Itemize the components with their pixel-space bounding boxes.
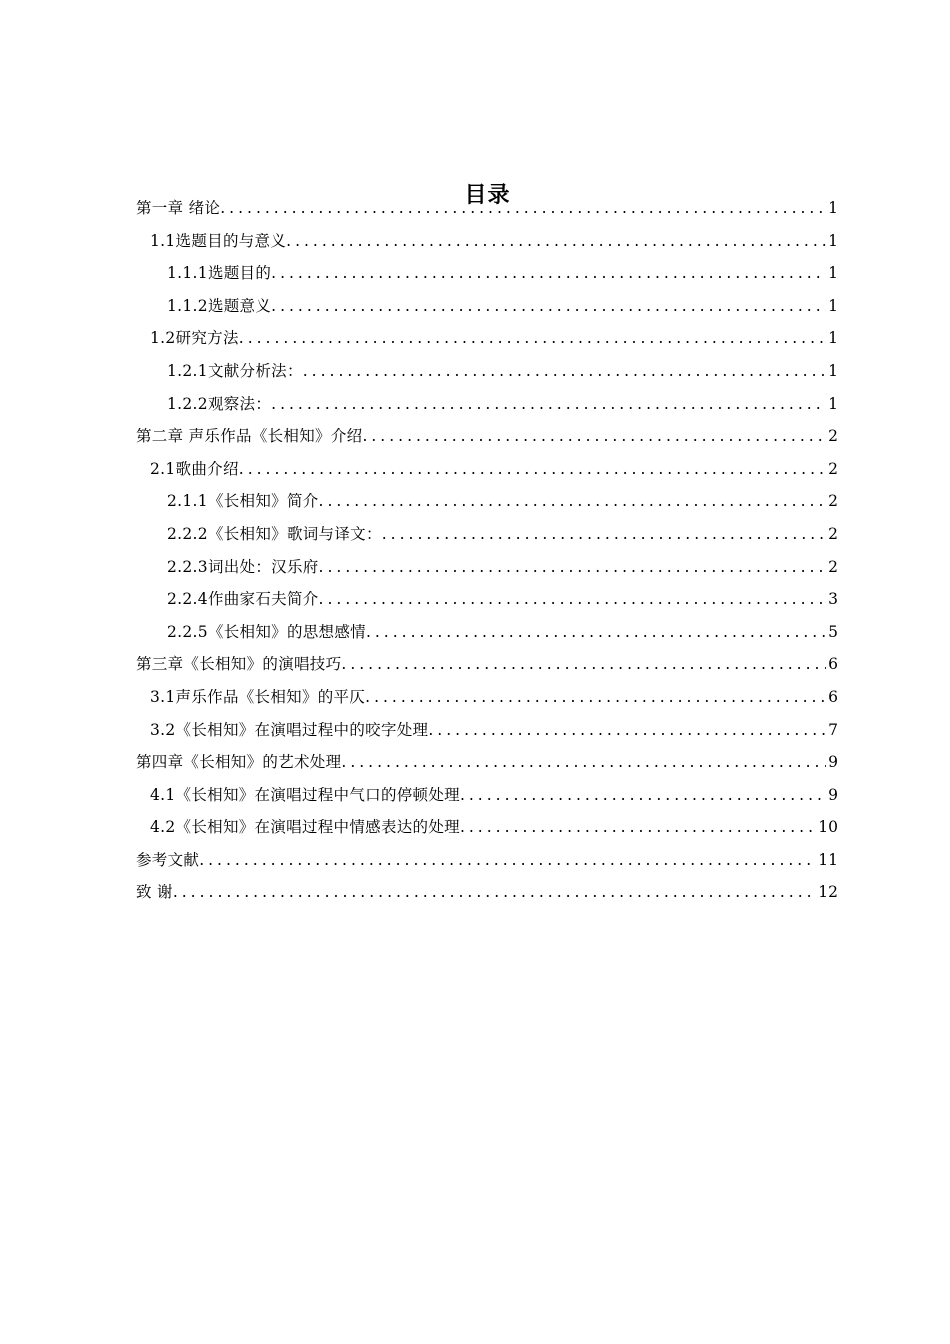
toc-entry[interactable] xyxy=(136,355,838,388)
toc-leader-dots xyxy=(286,225,826,258)
toc-entry-page-number: 2 xyxy=(828,492,838,511)
toc-leader-dots xyxy=(319,551,827,584)
toc-leader-dots xyxy=(460,779,826,812)
toc-leader-dots xyxy=(199,844,816,877)
toc-leader-dots xyxy=(319,583,827,616)
toc-entry[interactable] xyxy=(136,648,838,681)
toc-leader-dots xyxy=(366,616,826,649)
toc-entry[interactable] xyxy=(136,681,838,714)
toc-entry[interactable] xyxy=(136,388,838,421)
toc-entry[interactable] xyxy=(136,551,838,584)
toc-entry[interactable] xyxy=(136,518,838,551)
toc-leader-dots xyxy=(303,355,826,388)
toc-entry[interactable] xyxy=(136,779,838,812)
toc-entry-label: 1.2研究方法 xyxy=(150,329,239,348)
toc-entry[interactable] xyxy=(136,192,838,225)
toc-entry-page-number: 1 xyxy=(828,231,838,250)
toc-entry-page-number: 2 xyxy=(828,524,838,543)
toc-entry-page-number: 6 xyxy=(828,655,838,674)
toc-leader-dots xyxy=(428,714,826,747)
toc-leader-dots xyxy=(341,746,826,779)
toc-entry-page-number: 2 xyxy=(828,459,838,478)
toc-entry[interactable] xyxy=(136,420,838,453)
toc-entry-page-number: 1 xyxy=(828,199,838,217)
toc-entry-page-number: 12 xyxy=(818,883,838,902)
toc-leader-dots xyxy=(382,518,826,551)
toc-entry[interactable] xyxy=(136,746,838,779)
toc-entry[interactable] xyxy=(136,225,838,258)
toc-leader-dots xyxy=(173,876,816,909)
toc-entry-label: 3.2《长相知》在演唱过程中的咬字处理 xyxy=(150,720,429,739)
toc-entry[interactable] xyxy=(136,290,838,323)
toc-entry[interactable] xyxy=(136,485,838,518)
toc-leader-dots xyxy=(239,453,826,486)
toc-entry-label: 1.1.2选题意义 xyxy=(167,296,272,315)
toc-entry[interactable] xyxy=(136,616,838,649)
toc-entry-label: 第一章 绪论 xyxy=(136,199,221,217)
toc-entry[interactable] xyxy=(136,876,838,909)
toc-entry-label: 第四章《长相知》的艺术处理 xyxy=(136,753,342,772)
toc-entry-label: 2.2.3词出处：汉乐府 xyxy=(167,557,319,576)
toc-entry-page-number: 9 xyxy=(828,753,838,772)
toc-entry[interactable] xyxy=(136,453,838,486)
toc-entry-page-number: 11 xyxy=(818,850,838,869)
toc-leader-dots xyxy=(362,420,826,453)
toc-entry-page-number: 1 xyxy=(828,361,838,380)
toc-entry-label: 第三章《长相知》的演唱技巧 xyxy=(136,655,342,674)
toc-entry-page-number: 10 xyxy=(818,818,838,837)
toc-entry-page-number: 1 xyxy=(828,264,838,283)
toc-entry[interactable] xyxy=(136,583,838,616)
table-of-contents xyxy=(136,192,838,909)
toc-entry[interactable] xyxy=(136,322,838,355)
toc-entry[interactable] xyxy=(136,257,838,290)
toc-entry-label: 1.1.1选题目的 xyxy=(167,264,272,283)
toc-entry-page-number: 1 xyxy=(828,296,838,315)
toc-entry-page-number: 2 xyxy=(828,427,838,446)
toc-entry-label: 1.2.2观察法： xyxy=(167,394,272,413)
toc-title: 目录 xyxy=(464,183,511,208)
toc-leader-dots xyxy=(460,811,816,844)
toc-entry-page-number: 1 xyxy=(828,329,838,348)
toc-entry-page-number: 5 xyxy=(828,622,838,641)
toc-entry-label: 2.1歌曲介绍 xyxy=(150,459,239,478)
toc-entry-label: 1.1选题目的与意义 xyxy=(150,231,287,250)
toc-entry-label: 1.2.1文献分析法： xyxy=(167,361,303,380)
toc-entry-label: 2.2.4作曲家石夫简介 xyxy=(167,590,319,609)
toc-leader-dots xyxy=(239,322,826,355)
toc-leader-dots xyxy=(271,290,826,323)
toc-entry-page-number: 9 xyxy=(828,785,838,804)
toc-entry-page-number: 2 xyxy=(828,557,838,576)
toc-leader-dots xyxy=(319,485,827,518)
toc-leader-dots xyxy=(365,681,826,714)
toc-entry-label: 4.2《长相知》在演唱过程中情感表达的处理 xyxy=(150,818,460,837)
toc-entry-label: 第二章 声乐作品《长相知》介绍 xyxy=(136,427,363,446)
toc-entry-page-number: 3 xyxy=(828,590,838,609)
toc-entry-page-number: 6 xyxy=(828,687,838,706)
toc-entry-page-number: 1 xyxy=(828,394,838,413)
toc-entry[interactable] xyxy=(136,714,838,747)
toc-entry-label: 4.1《长相知》在演唱过程中气口的停顿处理 xyxy=(150,785,460,804)
toc-leader-dots xyxy=(341,648,826,681)
toc-entry[interactable] xyxy=(136,844,838,877)
toc-entry-label: 2.2.2《长相知》歌词与译文： xyxy=(167,524,382,543)
toc-entry-label: 参考文献 xyxy=(136,850,200,869)
toc-entry-page-number: 7 xyxy=(828,720,838,739)
toc-entry-label: 2.2.5《长相知》的思想感情 xyxy=(167,622,366,641)
toc-entry-label: 3.1声乐作品《长相知》的平仄 xyxy=(150,687,366,706)
toc-leader-dots xyxy=(220,192,826,225)
toc-entry-label: 致 谢 xyxy=(136,883,173,902)
toc-leader-dots xyxy=(271,257,826,290)
toc-entry[interactable] xyxy=(136,811,838,844)
toc-leader-dots xyxy=(271,388,826,421)
toc-entry-label: 2.1.1《长相知》简介 xyxy=(167,492,319,511)
